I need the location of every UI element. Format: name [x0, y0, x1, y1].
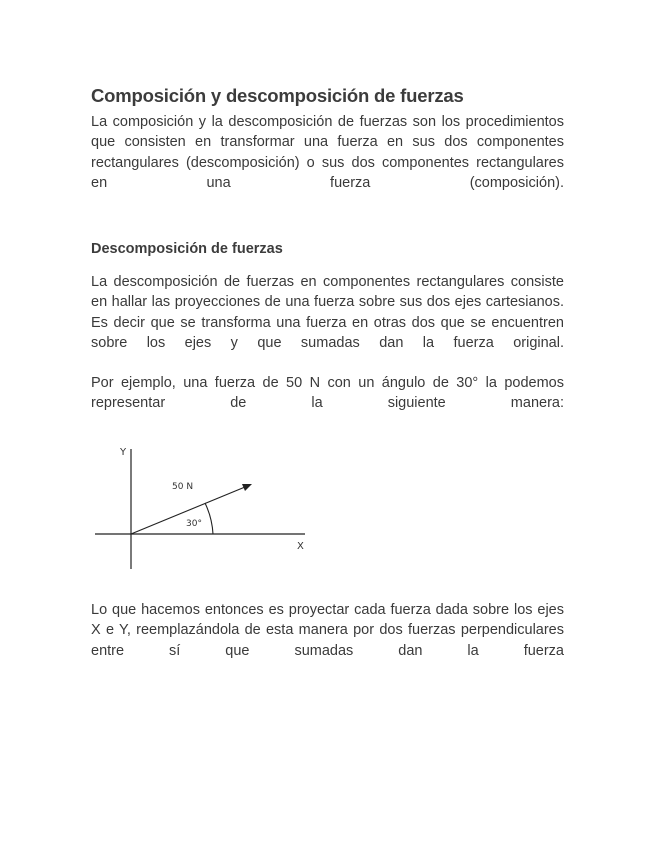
intro-paragraph: La composición y la descomposición de fuerzas son los procedimientos que consisten en transformar una fuerza en sus dos componentes rectangulares (descomposición) o sus dos componentes rectangulares en una fuerza (composición). — [91, 114, 564, 191]
force-label: 50 N — [172, 482, 194, 492]
page-title: Composición y descomposición de fuerzas — [91, 85, 464, 106]
projection-paragraph: Lo que hacemos entonces es proyectar cada fuerza dada sobre los ejes X e Y, reemplazándola de esta manera por dos fuerzas perpendiculares entre sí que sumadas dan la fuerza — [91, 602, 564, 659]
decomposition-paragraph: La descomposición de fuerzas en componentes rectangulares consiste en hallar las proyecciones de una fuerza sobre sus dos ejes cartesianos. Es decir que se transforma una fuerza en otras dos que se encuentren sobre los ejes y que sumadas dan la fuerza original. — [91, 274, 564, 351]
section-heading: Descomposición de fuerzas — [91, 241, 283, 257]
force-diagram — [95, 443, 315, 573]
angle-label: 30° — [186, 519, 202, 529]
force-arrowhead — [242, 484, 252, 491]
y-axis-label: Y — [120, 447, 127, 458]
example-paragraph: Por ejemplo, una fuerza de 50 N con un ángulo de 30° la podemos representar de la siguiente manera: — [91, 375, 564, 412]
x-axis-label: X — [297, 541, 304, 552]
angle-arc — [205, 503, 213, 534]
